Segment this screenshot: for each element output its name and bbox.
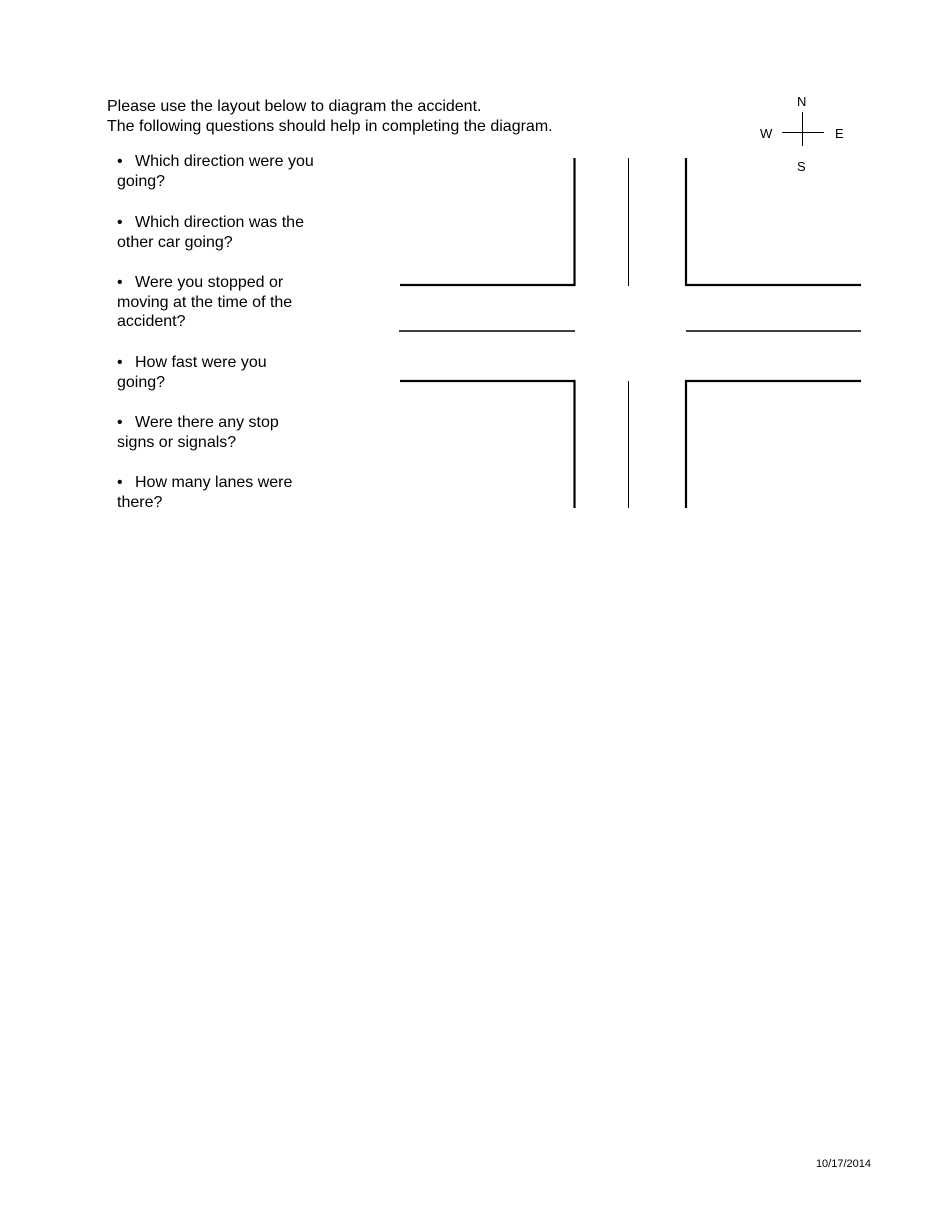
- question-text: Were there any stop signs or signals?: [117, 414, 279, 451]
- instruction-line-2: The following questions should help in completing the diagram.: [107, 118, 553, 135]
- curb-top-right: [686, 158, 861, 285]
- bullet: •: [117, 354, 123, 371]
- compass-north-label: N: [797, 94, 807, 109]
- curb-bottom-right: [686, 381, 861, 508]
- bullet: •: [117, 414, 123, 431]
- instruction-line-1: Please use the layout below to diagram the accident.: [107, 98, 482, 115]
- footer-date: 10/17/2014: [815, 1158, 871, 1170]
- question-text: How many lanes were there?: [117, 474, 293, 511]
- question-text: Were you stopped or moving at the time of the accident?: [117, 274, 293, 330]
- bullet: •: [117, 214, 123, 231]
- question-text: Which direction were you going?: [117, 153, 314, 190]
- bullet: •: [117, 474, 123, 491]
- compass-west-label: W: [760, 126, 773, 141]
- question-text: How fast were you going?: [117, 354, 267, 391]
- curb-bottom-left: [400, 381, 575, 508]
- bullet: •: [117, 274, 123, 291]
- curb-top-left: [400, 158, 575, 285]
- compass-south-label: S: [797, 159, 806, 174]
- bullet: •: [117, 153, 123, 170]
- question-text: Which direction was the other car going?: [117, 214, 304, 251]
- compass-east-label: E: [835, 126, 844, 141]
